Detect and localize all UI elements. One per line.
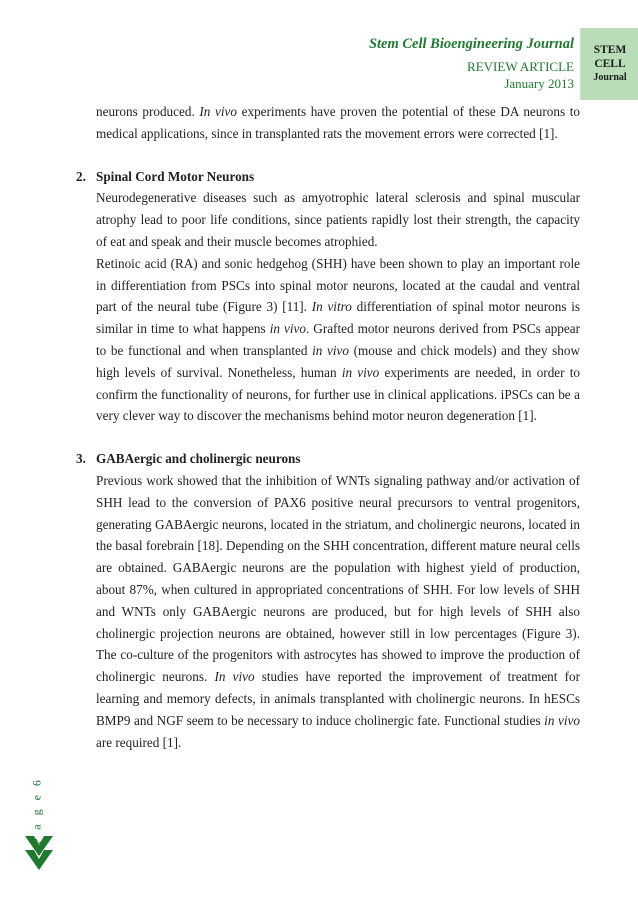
- publication-date: January 2013: [504, 76, 574, 91]
- logo-line-3: Journal: [593, 72, 627, 83]
- page-number-text: P a g e 6: [29, 777, 44, 845]
- double-chevron-down-icon: [25, 836, 53, 881]
- article-body: [76, 101, 580, 753]
- journal-title: Stem Cell Bioengineering Journal: [368, 36, 574, 52]
- section-number: 2.: [76, 168, 86, 184]
- logo-line-1: STEM: [593, 44, 627, 56]
- intro-paragraph: neurons produced. In vivo experiments have proven the potential of these DA neurons to medical applications, since in transplanted rats the movement errors were corrected [1].: [96, 104, 580, 141]
- section-gabaergic: [76, 448, 580, 753]
- section-heading: 3. GABAergic and cholinergic neurons: [76, 448, 580, 470]
- section-number: 3.: [76, 451, 86, 467]
- journal-logo: [580, 28, 638, 100]
- section-paragraph: Neurodegenerative diseases such as amyotrophic lateral sclerosis and spinal muscular atrophy lead to poor life conditions, since patients rapidly lost their strength, the capacity of eat and speak and their muscle becomes atrophied.: [96, 190, 580, 249]
- section-heading: 2. Spinal Cord Motor Neurons: [76, 166, 580, 188]
- logo-line-2: CELL: [594, 58, 626, 70]
- article-type: REVIEW ARTICLE: [467, 59, 574, 74]
- page-number: [25, 778, 49, 844]
- section-spinal-cord: [76, 166, 580, 428]
- section-paragraph: Previous work showed that the inhibition of WNTs signaling pathway and/or activation of SHH lead to the conversion of PAX6 positive neural precursors to ventral progenitors, generating GABAergic neurons, located in the striatum, and cholinergic neurons, located in the basal forebrain [18]. Depending on the SHH concentration, different mature neural cells are obtained. GABAergic neurons are the population with highest yield of production, about 87%, when cultured in appropriated concentrations of SHH. For low levels of SHH and WNTs only GABAergic neurons are produced, but for high levels of SHH also cholinergic projection neurons are obtained, however still in low percentages (Figure 3). The co-culture of the progenitors with astrocytes has showed to improve the production of cholinergic neurons. In vivo studies have reported the improvement of treatment for learning and memory defects, in animals transplanted with cholinergic neurons. In hESCs BMP9 and NGF seem to be necessary to induce cholinergic fate. Functional studies in vivo are required [1].: [96, 472, 580, 750]
- section-paragraph: Retinoic acid (RA) and sonic hedgehog (SHH) have been shown to play an important role in differentiation from PSCs into spinal motor neurons, located at the caudal and ventral part of the neural tube (Figure 3) [11]. In vitro differentiation of spinal motor neurons is similar in time to what happens in vivo. Grafted motor neurons derived from PSCs appear to be functional and when transplanted in vivo (mouse and chick models) and they show high levels of survival. Nonetheless, human in vivo experiments are needed, in order to confirm the functionality of neurons, for further use in clinical applications. iPSCs can be a very clever way to discover the mechanisms behind motor neuron degeneration [1].: [96, 255, 580, 424]
